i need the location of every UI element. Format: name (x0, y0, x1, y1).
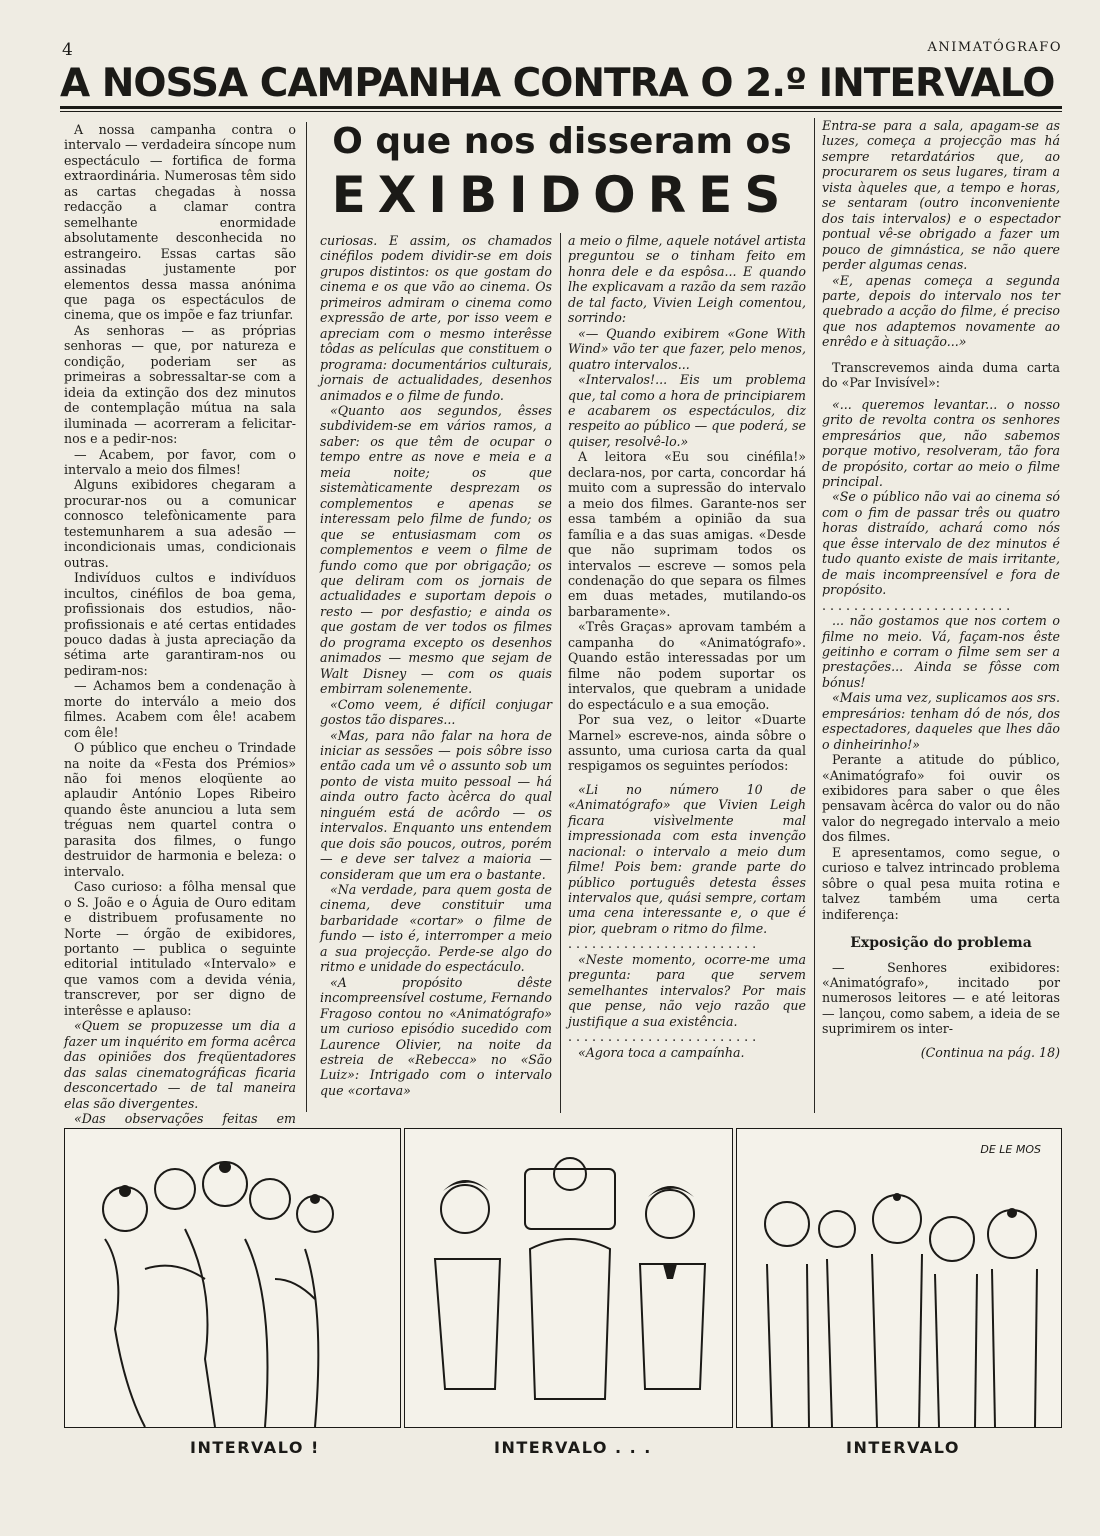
paragraph: — Acabem, por favor, com o intervalo a meio dos filmes! (64, 446, 296, 477)
quoted-paragraph: «Agora toca a campaínha. (578, 1044, 745, 1060)
paragraph: — Achamos bem a condenação à morte do interválo a meio dos filmes. Acabem com êle! acabem com êle! (64, 678, 296, 740)
quoted-paragraph: Entra-se para a sala, apagam-se as luzes, começa a projecção mas há sempre retardatários que, ao procurarem os seus lugares, tiram a vista àqueles que, a tempo e horas, se sentaram (outro inconveniente dos tais intervalos) e o espectador pontual vê-se obrigado a fazer um pouco de gimnástica, se não quere perder algumas cenas. (822, 118, 1060, 273)
page-number: 4 (62, 40, 73, 60)
paragraph: «Três Graças» aprovam também a campanha do «Animatógrafo». Quando estão interessadas por um filme não podem suportar os intervalos, que quebram a unidade do espectáculo e a sua emoção. (568, 619, 806, 712)
paragraph: Transcrevemos ainda duma carta do «Par Invisível»: (822, 359, 1060, 391)
section-heading: Exposição do problema (850, 935, 1032, 952)
continued-note: (Continua na pág. 18) (920, 1044, 1060, 1060)
quoted-paragraph: «Mas, para não falar na hora de iniciar as sessões — pois sôbre isso então cada um vê o assunto sob um ponto de vista muito pessoal — há ainda outro facto àcêrca do qual ninguém está de acôrdo — os intervalos. Enquanto uns entendem que dois são poucos, outros, porém — e deve ser talvez a maioria — consideram que um era o bastante. (320, 727, 552, 882)
cartoon-panel-2 (404, 1128, 733, 1428)
artist-signature: DE LE MOS (980, 1143, 1041, 1156)
quoted-paragraph: «Mais uma vez, suplicamos aos srs. empresários: tenham dó de nós, dos espectadores, daqueles que lhes dão o dinheirinho!» (822, 690, 1060, 752)
quoted-paragraph: «Intervalos!... Eis um problema que, tal como a hora de principiarem e acabarem os espectáculos, diz respeito ao público — que poderá, se quiser, resolvê-lo.» (568, 372, 806, 449)
quoted-paragraph: «Na verdade, para quem gosta de cinema, deve constituir uma barbaridade «cortar» o filme de fundo — isto é, interromper a meio a sua projecção. Perde-se algo do ritmo e unidade do espectáculo. (320, 882, 552, 975)
cartoon-panel-3 (736, 1128, 1062, 1428)
cartoon-drawing-crowd (65, 1129, 400, 1427)
cartoon-caption-1: INTERVALO ! (190, 1438, 320, 1457)
column-rule (814, 118, 815, 1113)
cartoon-drawing-couple (405, 1129, 732, 1427)
quoted-paragraph: «Li no número 10 de «Animatógrafo» que Vivien Leigh ficara visìvelmente mal impressionada com esta invenção nacional: o intervalo a meio dum filme! Pois bem: grande parte do público português detesta êsses intervalos que, quási sempre, cortam uma cena interessante e, o que é pior, quebram o ritmo do filme. (568, 781, 806, 936)
magazine-name: ANIMATÓGRAFO (927, 40, 1062, 55)
paragraph: Alguns exibidores chegaram a procurar-nos ou a comunicar connosco telefònicamente para testemunharem a sua adesão — incondicionais umas, condicionais outras. (64, 477, 296, 570)
article-subtitle: O que nos disseram os (332, 121, 792, 162)
paragraph: Perante a atitude do público, «Animatógrafo» foi ouvir os exibidores para saber o que êles pensavam àcêrca do valor ou do não valor do negregado intervalo a meio dos filmes. (822, 752, 1060, 845)
quoted-paragraph: «Quanto aos segundos, êsses subdividem-se em vários ramos, a saber: os que têm de ocupar o tempo entre as nove e meia e a meia noite; os que sistemàticamente desprezam os complementos e apenas se interessam pelo filme de fundo; os que se entusiasmam com os complementos e veem o filme de fundo como que por obrigação; os que deliram com os jornais de actualidades e suportam depois o resto — por desfastio; e ainda os que gostam de ver todos os filmes do programa excepto os desenhos animados — mesmo que sejam de Walt Disney — com os quais embirram solenemente. (320, 402, 552, 697)
quoted-paragraph: «Como veem, é difícil conjugar gostos tão dispares... (320, 696, 552, 728)
quoted-paragraph: «Neste momento, ocorre-me uma pregunta: para que servem semelhantes intervalos? Por mais que pense, não vejo razão que justifique a sua existência. (568, 951, 806, 1029)
quoted-paragraph: a meio o filme, aquele notável artista preguntou se o tinham feito em honra dele e da espôsa... E quando lhe explicavam a razão da sem razão de tal facto, Vivien Leigh comentou, sorrindo: (568, 233, 806, 326)
headline-rule-thin (60, 111, 1062, 112)
page-headline: A NOSSA CAMPANHA CONTRA O 2.º INTERVALO (60, 61, 1055, 106)
quoted-paragraph: «... queremos levantar... o nosso grito de revolta contra os senhores empresários que, não sabemos porque motivo, resolveram, tão fora de propósito, cortar ao meio o filme principal. (822, 396, 1060, 489)
cartoon-caption-2: INTERVALO . . . (494, 1438, 652, 1457)
headline-rule (60, 106, 1062, 109)
quoted-paragraph: «A propósito dêste incompreensível costume, Fernando Fragoso contou no «Animatógrafo» um curioso episódio sucedido com Laurence Olivier, na noite da estreia de «Rebecca» no «São Luiz»: Intrigado com o intervalo que «cortava» (320, 974, 552, 1098)
paragraph: Caso curioso: a fôlha mensal que o S. João e o Águia de Ouro editam e distribuem profusamente no Norte — órgão de exibidores, portanto — publica o seguinte editorial intitulado «Intervalo» e que vamos com a devida vénia, transcrever, por ser digno de interêsse e aplauso: (64, 879, 296, 1018)
paragraph: E apresentamos, como segue, o curioso e talvez intrincado problema sôbre o qual pesa muita rotina e talvez também uma certa indiferença: (822, 844, 1060, 922)
cartoon-panel-1 (64, 1128, 401, 1428)
paragraph: Indivíduos cultos e indivíduos incultos, cinéfilos de boa gema, profissionais dos estudios, não-profissionais e até certas entidades pouco dadas à justa apreciação da sétima arte garantiram-nos ou pediram-nos: (64, 570, 296, 678)
quoted-paragraph: «Quem se propuzesse um dia a fazer um inquérito em forma acêrca das opiniões dos freqüentadores das salas cinematográficas ficaria desconcertado — de tal maneira elas são divergentes. (64, 1018, 296, 1111)
paragraph: A nossa campanha contra o intervalo — verdadeira síncope num espectáculo — fortifica de forma extraordinária. Numerosas têm sido as cartas chegadas à nossa redacção a clamar contra semelhante enormidade absolutamente desconhecida no estrangeiro. Essas cartas são assinadas justamente por elementos dessa massa anónima que paga os espectáculos de cinema, que os impõe e faz triunfar. (64, 122, 296, 323)
quoted-paragraph: «— Quando exibirem «Gone With Wind» vão ter que fazer, pelo menos, quatro intervalos... (568, 325, 806, 372)
paragraph: A leitora «Eu sou cinéfila!» declara-nos, por carta, concordar há muito com a supressão do intervalo a meio dos filmes. Garante-nos ser essa também a opinião da sua família e a das suas amigas. «Desde que não suprimam todos os intervalos — escreve — somos pela condenação do que separa os filmes em duas metades, mutilando-os barbaramente». (568, 449, 806, 619)
quoted-paragraph: ... não gostamos que nos cortem o filme no meio. Vá, façam-nos êste geitinho e corram o filme sem ser a prestações... Ainda se fôsse com bónus! (822, 613, 1060, 690)
paragraph: As senhoras — as próprias senhoras — que, por natureza e condição, poderiam ser as primeiras a sobressaltar-se com a ideia da extinção dos dez minutos de contemplação mútua na sala iluminada — acorreram a felicitar-nos e a pedir-nos: (64, 322, 296, 447)
quoted-paragraph: «Se o público não vai ao cinema só com o fim de passar três ou quatro horas distraído, achará como nós que êsse intervalo de dez minutos é tudo quanto existe de mais irritante, de mais incompreensível e fora de propósito. (822, 489, 1060, 598)
column-rule (306, 122, 307, 1112)
article-column-3 (568, 233, 806, 1113)
cartoon-caption-3: INTERVALO (846, 1438, 960, 1457)
paragraph: Por sua vez, o leitor «Duarte Marnel» escreve-nos, ainda sôbre o assunto, uma curiosa carta da qual respigamos os seguintes períodos: (568, 712, 806, 774)
article-title: EXIBIDORES (331, 166, 793, 224)
article-column-1 (64, 122, 296, 1126)
quoted-paragraph: curiosas. E assim, os chamados cinéfilos podem dividir-se em dois grupos distintos: os que gostam do cinema e os que vão ao cinema. Os primeiros admiram o cinema como expressão de arte, por isso veem e apreciam com o mesmo interêsse tôdas as películas que constituem o programa: documentários culturais, jornais de actualidades, desenhos animados e o filme de fundo. (320, 233, 552, 403)
quoted-paragraph: «Das observações feitas em (74, 1111, 296, 1126)
paragraph: O público que encheu o Trindade na noite da «Festa dos Prémios» não foi menos eloqüente ao aplaudir António Lopes Ribeiro quando êste anunciou a luta sem tréguas nem quartel contra o parasita dos filmes, o fungo destruidor de harmonia e beleza: o intervalo. (64, 740, 296, 879)
column-rule (560, 233, 561, 1113)
cartoon-drawing-audience (737, 1129, 1061, 1427)
ellipsis-line: . . . . . . . . . . . . . . . . . . . . . . . . (568, 1029, 757, 1045)
ellipsis-line: . . . . . . . . . . . . . . . . . . . . . . . . (822, 597, 1011, 613)
ellipsis-line: . . . . . . . . . . . . . . . . . . . . . . . . (568, 936, 757, 952)
paragraph: — Senhores exibidores: «Animatógrafo», incitado por numerosos leitores — e até leitoras — lançou, como sabem, a ideia de se suprimirem os inter- (822, 959, 1060, 1037)
quoted-paragraph: «E, apenas começa a segunda parte, depois do intervalo nos ter quebrado a acção do filme, é preciso que nos adaptemos novamente ao enrêdo e à situação...» (822, 272, 1060, 350)
article-column-4 (822, 118, 1060, 1060)
article-column-2 (320, 233, 552, 1113)
